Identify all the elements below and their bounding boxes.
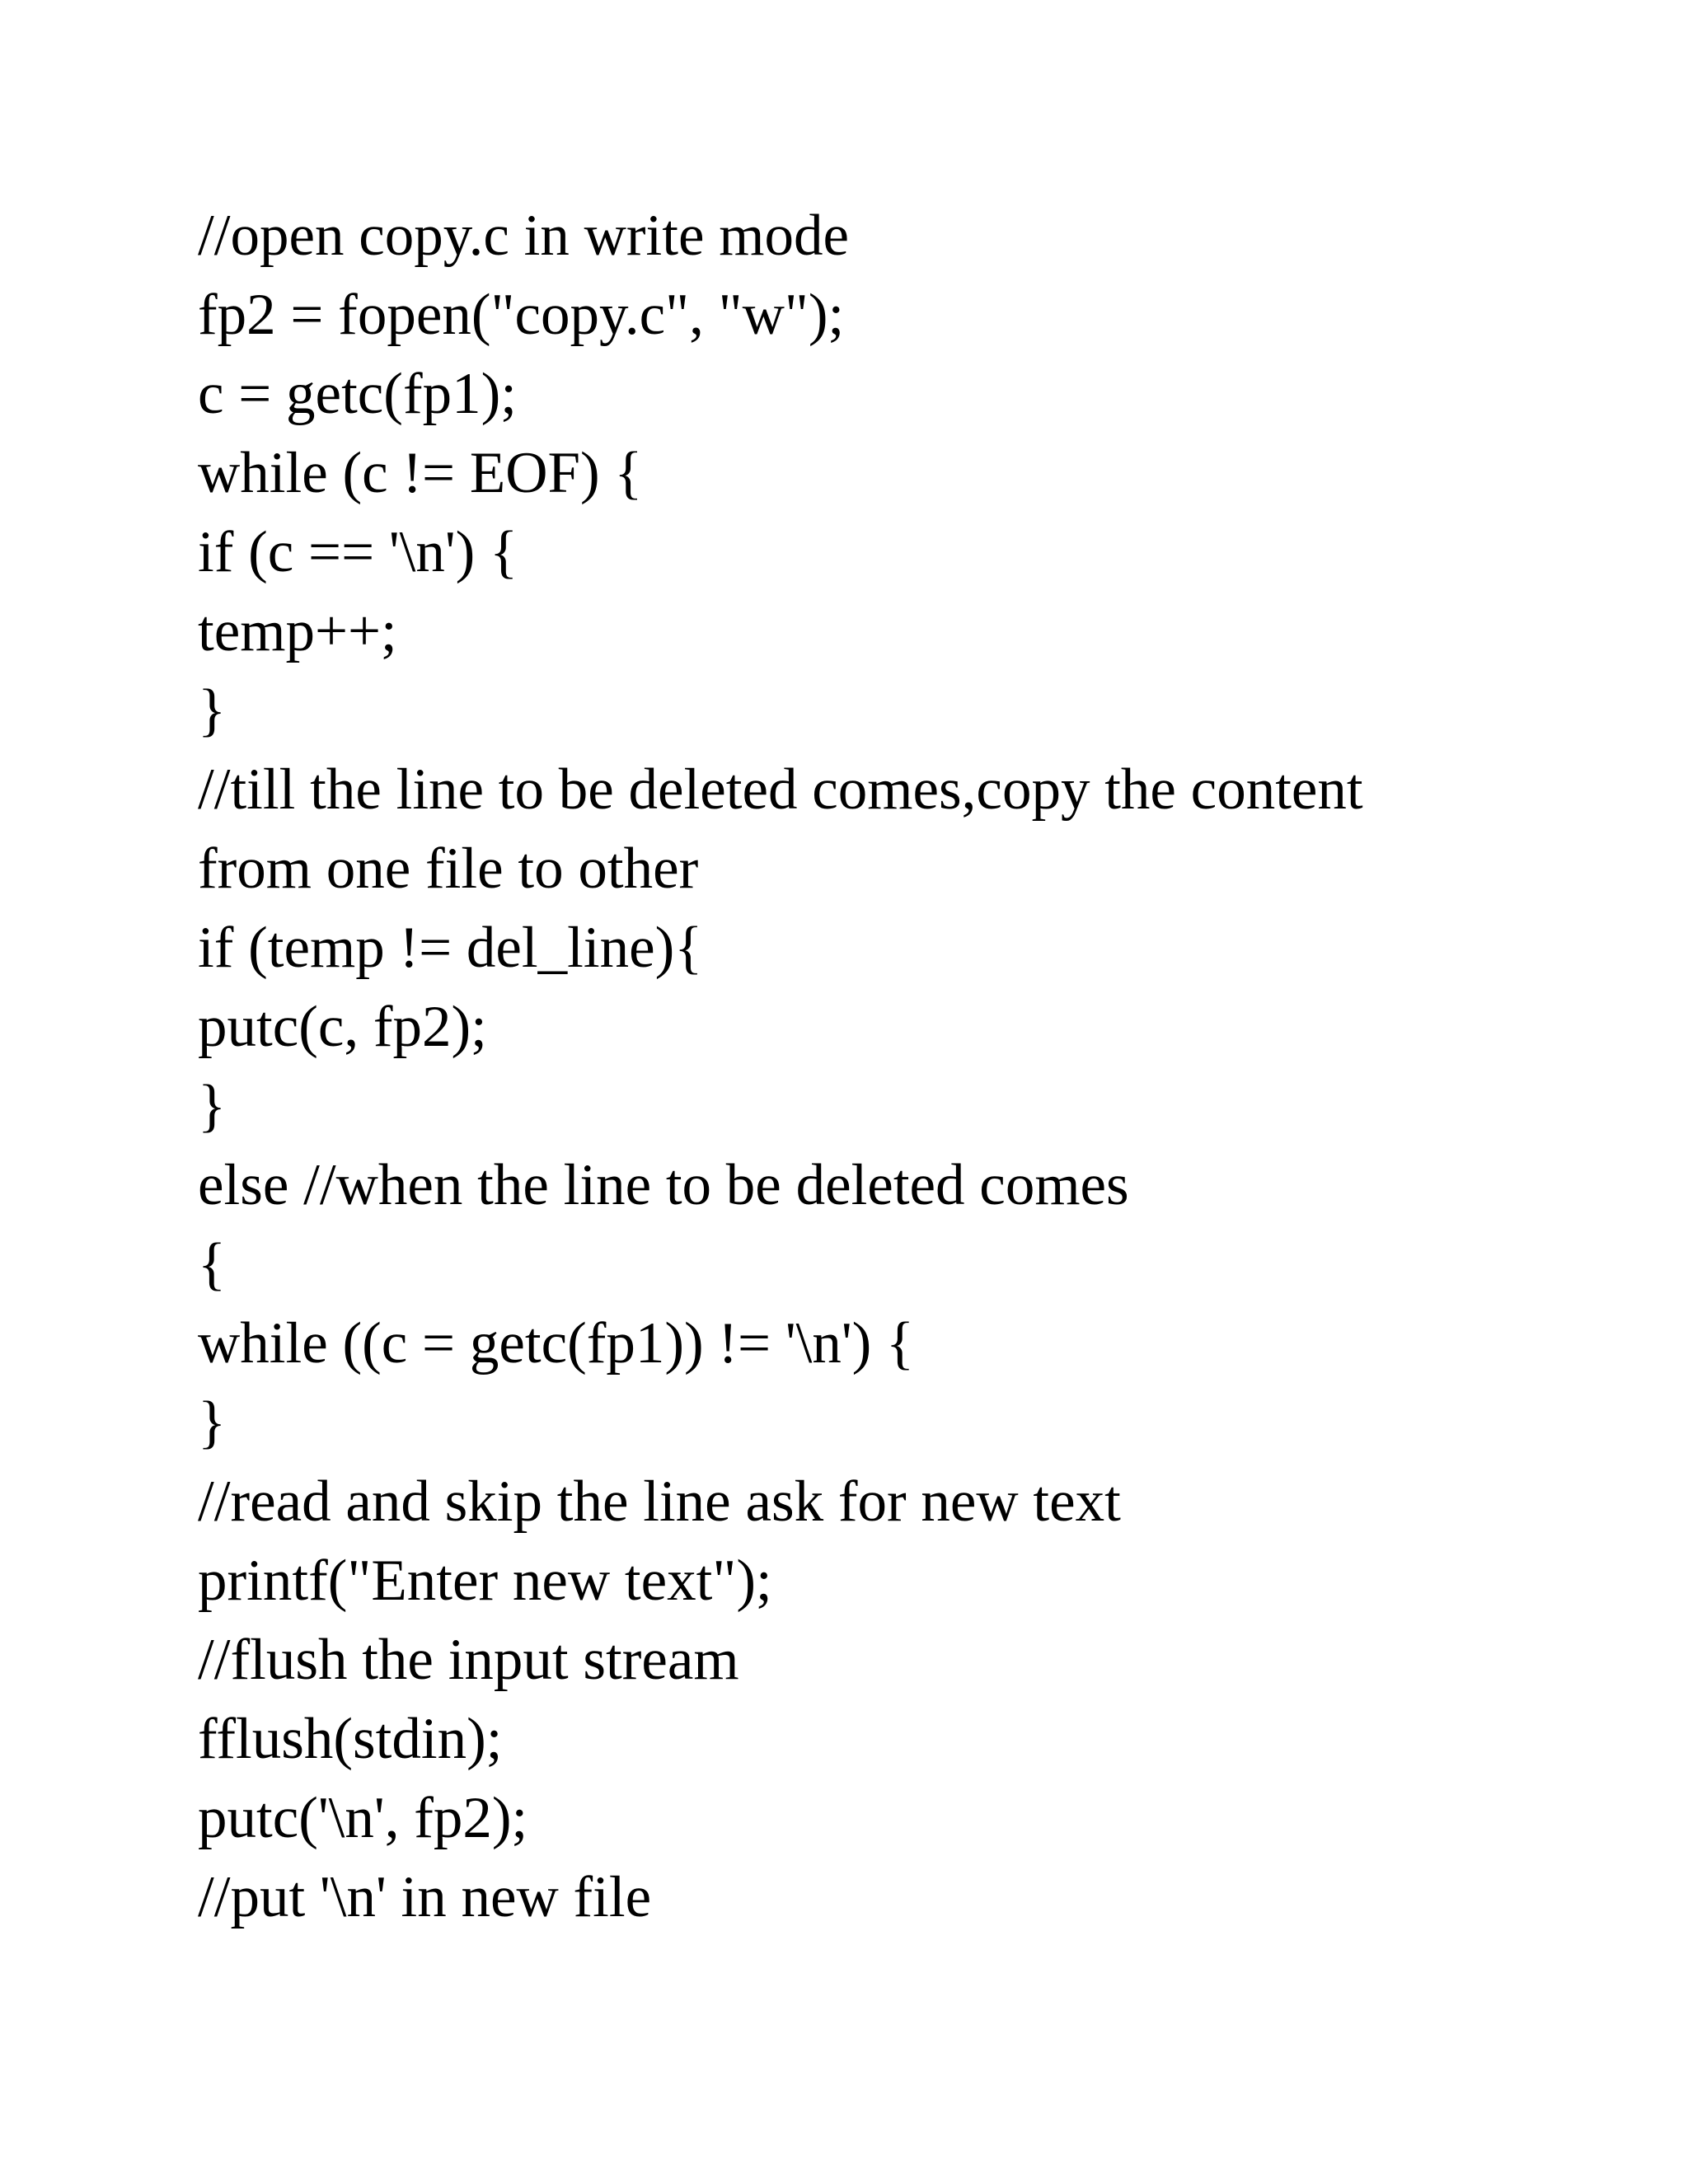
code-line: //flush the input stream xyxy=(198,1628,739,1692)
code-line: while ((c = getc(fp1)) != '\n') { xyxy=(198,1311,915,1376)
code-line: else //when the line to be deleted comes xyxy=(198,1153,1129,1217)
code-line: putc('\n', fp2); xyxy=(198,1786,528,1850)
code-line: c = getc(fp1); xyxy=(198,362,517,426)
code-line: printf("Enter new text"); xyxy=(198,1549,772,1613)
code-line: fp2 = fopen("copy.c", "w"); xyxy=(198,283,845,347)
code-line: if (temp != del_line){ xyxy=(198,916,703,980)
code-line: //open copy.c in write mode xyxy=(198,204,849,268)
code-line: } xyxy=(198,1074,227,1138)
code-line: //put '\n' in new file xyxy=(198,1865,652,1929)
code-line: temp++; xyxy=(198,599,397,663)
code-line: } xyxy=(198,678,227,743)
code-line: //read and skip the line ask for new text xyxy=(198,1469,1121,1534)
code-line: } xyxy=(198,1390,227,1455)
code-line: putc(c, fp2); xyxy=(198,995,487,1059)
code-line: while (c != EOF) { xyxy=(198,441,643,505)
code-line: if (c == '\n') { xyxy=(198,520,518,584)
code-line: //till the line to be deleted comes,copy the content xyxy=(198,757,1363,822)
code-line: from one file to other xyxy=(198,837,699,901)
code-line: fflush(stdin); xyxy=(198,1707,503,1771)
code-text-block xyxy=(198,196,1550,1937)
code-line: { xyxy=(198,1232,227,1296)
